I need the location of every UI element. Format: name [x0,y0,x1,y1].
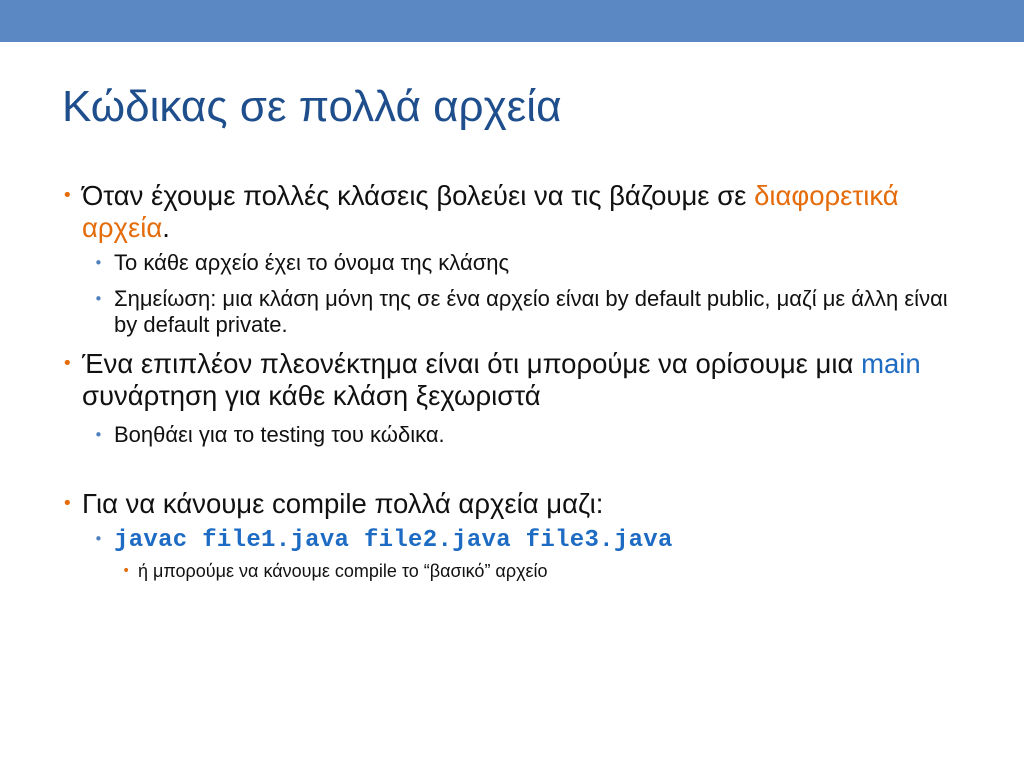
bullet-text: Όταν έχουμε πολλές κλάσεις βολεύει να τις βάζουμε σε [82,180,755,211]
subsubbullet-text: ή μπορούμε να κάνουμε compile το “βασικό” αρχείο [138,561,548,581]
bullet-icon: • [122,563,131,579]
bullet-main-per-class [62,348,962,412]
subbullet-text: Βοηθάει για το testing του κώδικα. [114,422,445,447]
subbullet-file-name [62,250,962,276]
bullet-icon: • [62,493,73,514]
bullet-text-end: . [162,212,170,243]
bullet-multiple-files [62,180,962,244]
bullet-compile-multiple [62,488,962,520]
bullet-icon: • [62,353,73,374]
slide-title: Κώδικας σε πολλά αρχεία [62,82,562,131]
slide-content [62,180,962,582]
highlight-different-files: διαφορετικά αρχεία [82,180,899,243]
subsubbullet-compile-main-file [62,560,962,582]
javac-command-code: javac file1.java file2.java file3.java [114,527,673,554]
bullet-text-end: συνάρτηση για κάθε κλάση ξεχωριστά [82,380,541,411]
subbullet-text: Το κάθε αρχείο έχει το όνομα της κλάσης [114,250,510,275]
subbullet-testing [62,422,962,448]
subbullet-javac-command [62,526,962,554]
subbullet-note-public-private [62,286,962,338]
highlight-main: main [861,348,921,379]
bullet-icon: • [62,185,73,206]
bullet-text: Ένα επιπλέον πλεονέκτημα είναι ότι μπορούμε να ορίσουμε μια [82,348,862,379]
bullet-text: Για να κάνουμε compile πολλά αρχεία μαζι: [82,488,604,519]
bullet-icon: • [94,426,103,444]
bullet-icon: • [94,530,103,548]
bullet-icon: • [94,254,103,272]
top-accent-bar [0,0,1024,42]
bullet-icon: • [94,290,103,308]
subbullet-text: Σημείωση: μια κλάση μόνη της σε ένα αρχείο είναι by default public, μαζί με άλλη είναι by default private. [114,286,948,337]
